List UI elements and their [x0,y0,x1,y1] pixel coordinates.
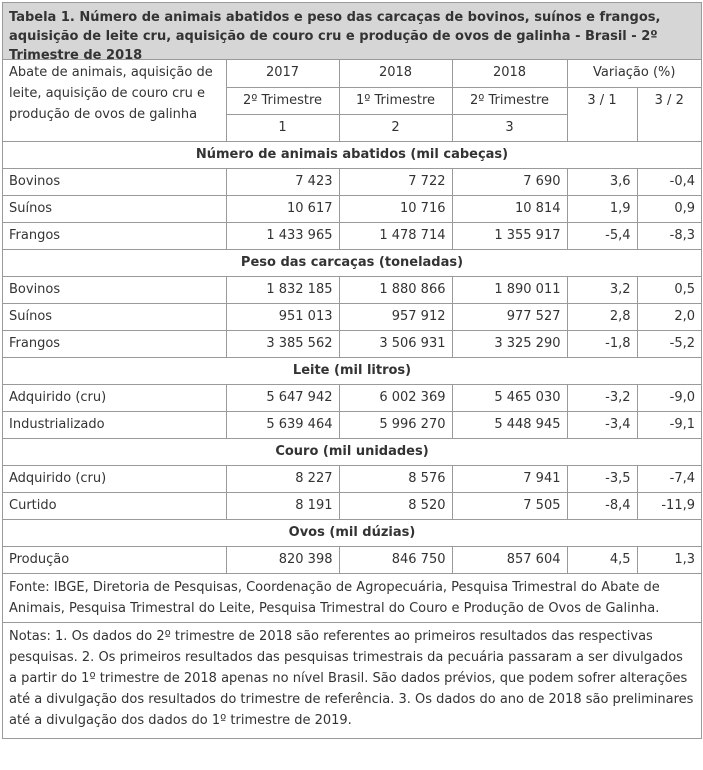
table-row [3,411,701,438]
data-table-container [2,2,702,739]
cell-variation-3-2: -0,4 [637,168,701,195]
cell-variation-3-1: -5,4 [567,222,637,249]
cell-variation-3-2: -7,4 [637,465,701,492]
cell-value-2018-q2: 7 505 [452,492,567,519]
table-row [3,384,701,411]
row-label: Adquirido (cru) [3,465,226,492]
table-row [3,222,701,249]
header-year-1: 2017 [226,60,339,87]
cell-value-2018-q2: 977 527 [452,303,567,330]
table-title: Tabela 1. Número de animais abatidos e peso das carcaças de bovinos, suínos e frangos, aquisição de leite cru, aquisição de couro cru e produção de ovos de galinha - Brasil - 2º Trimestre de 2018 [3,3,701,60]
table-row [3,195,701,222]
cell-value-2018-q1: 3 506 931 [339,330,452,357]
section-title: Ovos (mil dúzias) [3,519,701,546]
cell-variation-3-1: 1,9 [567,195,637,222]
cell-value-2017-q2: 8 191 [226,492,339,519]
cell-variation-3-2: 1,3 [637,546,701,573]
table-row [3,303,701,330]
cell-value-2017-q2: 1 433 965 [226,222,339,249]
row-label: Bovinos [3,276,226,303]
header-year-2: 2018 [339,60,452,87]
table-row [3,465,701,492]
cell-value-2018-q1: 7 722 [339,168,452,195]
source-row [3,573,701,622]
table-row [3,492,701,519]
cell-value-2018-q2: 10 814 [452,195,567,222]
source-text: Fonte: IBGE, Diretoria de Pesquisas, Coordenação de Agropecuária, Pesquisa Trimestral do Abate de Animais, Pesquisa Trimestral do Leite, Pesquisa Trimestral do Couro e Produção de Ovos de Galinha. [3,573,701,622]
cell-variation-3-2: 0,5 [637,276,701,303]
cell-value-2017-q2: 8 227 [226,465,339,492]
section-title: Couro (mil unidades) [3,438,701,465]
section-header-row [3,357,701,384]
section-title: Peso das carcaças (toneladas) [3,249,701,276]
cell-value-2018-q1: 957 912 [339,303,452,330]
header-index-1: 1 [226,114,339,141]
cell-value-2018-q1: 8 520 [339,492,452,519]
cell-value-2017-q2: 951 013 [226,303,339,330]
cell-variation-3-2: -8,3 [637,222,701,249]
cell-value-2017-q2: 3 385 562 [226,330,339,357]
cell-variation-3-2: 0,9 [637,195,701,222]
cell-variation-3-2: 2,0 [637,303,701,330]
data-table [3,60,701,738]
cell-variation-3-1: 4,5 [567,546,637,573]
header-index-3: 3 [452,114,567,141]
row-label: Industrializado [3,411,226,438]
header-variation: Variação (%) [567,60,701,87]
table-row [3,276,701,303]
notes-text: Notas: 1. Os dados do 2º trimestre de 2018 são referentes ao primeiros resultados das respectivas pesquisas. 2. Os primeiros resultados das pesquisas trimestrais da pecuária passaram a ser divulgados a partir do 1º trimestre de 2018 apenas no nível Brasil. São dados prévios, que podem sofrer alterações até a divulgação dos resultados do trimestre de referência. 3. Os dados do ano de 2018 são preliminares até a divulgação dos dados do 1º trimestre de 2019. [3,622,701,738]
cell-value-2018-q2: 5 448 945 [452,411,567,438]
cell-value-2018-q1: 5 996 270 [339,411,452,438]
cell-value-2018-q2: 857 604 [452,546,567,573]
row-label: Produção [3,546,226,573]
section-header-row [3,141,701,168]
row-label: Bovinos [3,168,226,195]
cell-variation-3-2: -9,1 [637,411,701,438]
cell-value-2018-q1: 6 002 369 [339,384,452,411]
cell-value-2017-q2: 5 647 942 [226,384,339,411]
row-label: Curtido [3,492,226,519]
cell-value-2018-q1: 8 576 [339,465,452,492]
header-var-3-2: 3 / 2 [637,87,701,141]
row-label: Frangos [3,330,226,357]
header-index-2: 2 [339,114,452,141]
section-header-row [3,249,701,276]
cell-value-2017-q2: 10 617 [226,195,339,222]
cell-value-2018-q2: 7 941 [452,465,567,492]
cell-value-2017-q2: 5 639 464 [226,411,339,438]
section-header-row [3,519,701,546]
cell-value-2018-q1: 846 750 [339,546,452,573]
cell-variation-3-1: 3,2 [567,276,637,303]
cell-value-2017-q2: 820 398 [226,546,339,573]
cell-variation-3-1: 2,8 [567,303,637,330]
section-title: Leite (mil litros) [3,357,701,384]
row-label: Suínos [3,303,226,330]
cell-variation-3-1: 3,6 [567,168,637,195]
header-var-3-1: 3 / 1 [567,87,637,141]
header-quarter-3: 2º Trimestre [452,87,567,114]
section-header-row [3,438,701,465]
cell-value-2018-q1: 10 716 [339,195,452,222]
header-quarter-2: 1º Trimestre [339,87,452,114]
table-row [3,330,701,357]
header-row-years [3,60,701,87]
header-stub: Abate de animais, aquisição de leite, aquisição de couro cru e produção de ovos de galinha [3,60,226,141]
cell-variation-3-1: -1,8 [567,330,637,357]
cell-variation-3-2: -5,2 [637,330,701,357]
row-label: Frangos [3,222,226,249]
row-label: Adquirido (cru) [3,384,226,411]
notes-row [3,622,701,738]
header-quarter-1: 2º Trimestre [226,87,339,114]
cell-value-2018-q1: 1 478 714 [339,222,452,249]
cell-variation-3-2: -9,0 [637,384,701,411]
cell-value-2018-q2: 3 325 290 [452,330,567,357]
cell-variation-3-1: -3,5 [567,465,637,492]
section-title: Número de animais abatidos (mil cabeças) [3,141,701,168]
row-label: Suínos [3,195,226,222]
cell-variation-3-2: -11,9 [637,492,701,519]
cell-variation-3-1: -3,4 [567,411,637,438]
header-year-3: 2018 [452,60,567,87]
cell-value-2018-q2: 1 355 917 [452,222,567,249]
cell-value-2018-q2: 5 465 030 [452,384,567,411]
table-row [3,546,701,573]
cell-value-2017-q2: 1 832 185 [226,276,339,303]
cell-variation-3-1: -8,4 [567,492,637,519]
cell-value-2018-q1: 1 880 866 [339,276,452,303]
cell-value-2018-q2: 1 890 011 [452,276,567,303]
cell-variation-3-1: -3,2 [567,384,637,411]
cell-value-2018-q2: 7 690 [452,168,567,195]
table-row [3,168,701,195]
cell-value-2017-q2: 7 423 [226,168,339,195]
